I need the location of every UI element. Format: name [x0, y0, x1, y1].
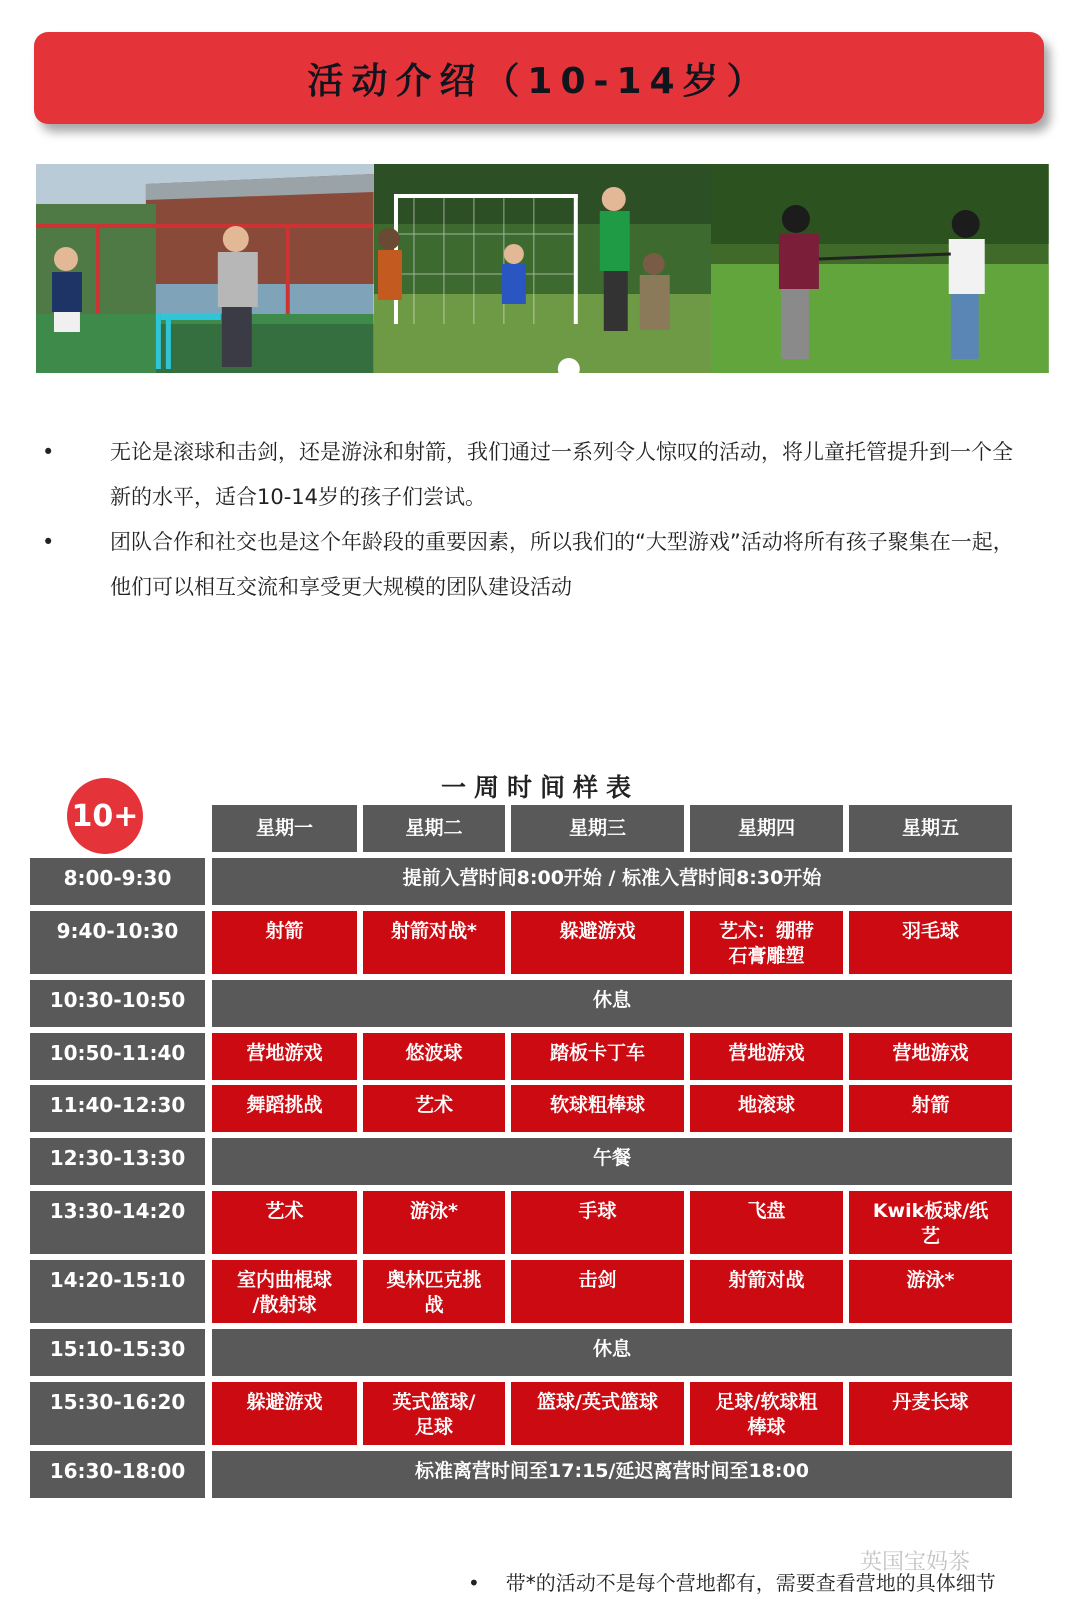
- activity-cell: 射箭对战*: [363, 911, 505, 974]
- page-title: 活动介绍（10-14岁）: [307, 60, 771, 102]
- span-cell: 标准离营时间至17:15/延迟离营时间至18:00: [212, 1451, 1012, 1498]
- span-cell: 休息: [212, 1329, 1012, 1376]
- activity-cell: 篮球/英式篮球: [511, 1382, 684, 1445]
- activity-cell: 艺术: [363, 1085, 505, 1132]
- span-cell: 休息: [212, 980, 1012, 1027]
- photo-fencing: [711, 164, 1049, 373]
- activity-cell: 羽毛球: [849, 911, 1012, 974]
- intro-bullets: [38, 430, 1028, 610]
- bullet-dot: •: [42, 530, 55, 554]
- activity-cell: 地滚球: [690, 1085, 843, 1132]
- photo-cricket: [36, 164, 374, 373]
- watermark: 英国宝妈茶: [860, 1550, 971, 1575]
- day-header: 星期四: [690, 805, 843, 852]
- span-cell: 提前入营时间8:00开始 / 标准入营时间8:30开始: [212, 858, 1012, 905]
- activity-cell: 游泳*: [849, 1260, 1012, 1323]
- activity-cell: 手球: [511, 1191, 684, 1254]
- footnote-dot: •: [468, 1571, 480, 1595]
- day-header: 星期二: [363, 805, 505, 852]
- bullet-item: [38, 520, 1028, 610]
- activity-cell: 射箭对战: [690, 1260, 843, 1323]
- activity-cell: 击剑: [511, 1260, 684, 1323]
- time-slot: 9:40-10:30: [30, 911, 205, 974]
- span-cell: 午餐: [212, 1138, 1012, 1185]
- time-slot: 15:10-15:30: [30, 1329, 205, 1376]
- time-slot: 11:40-12:30: [30, 1085, 205, 1132]
- activity-cell: 营地游戏: [849, 1033, 1012, 1080]
- day-header: 星期一: [212, 805, 357, 852]
- day-header: 星期五: [849, 805, 1012, 852]
- activity-cell: 悠波球: [363, 1033, 505, 1080]
- title-banner: [34, 32, 1044, 124]
- age-badge: 10+: [67, 778, 143, 854]
- bullet-item: [38, 430, 1028, 520]
- activity-cell: 飞盘: [690, 1191, 843, 1254]
- activity-cell: 奥林匹克挑 战: [363, 1260, 505, 1323]
- schedule-title: 一周时间样表: [440, 773, 639, 802]
- activity-cell: 舞蹈挑战: [212, 1085, 357, 1132]
- activity-cell: 射箭: [212, 911, 357, 974]
- activity-cell: 营地游戏: [690, 1033, 843, 1080]
- activity-cell: 营地游戏: [212, 1033, 357, 1080]
- time-slot: 12:30-13:30: [30, 1138, 205, 1185]
- day-header: 星期三: [511, 805, 684, 852]
- activity-cell: 游泳*: [363, 1191, 505, 1254]
- activity-cell: 射箭: [849, 1085, 1012, 1132]
- activity-cell: 躲避游戏: [511, 911, 684, 974]
- time-slot: 13:30-14:20: [30, 1191, 205, 1254]
- activity-cell: 躲避游戏: [212, 1382, 357, 1445]
- activity-cell: 丹麦长球: [849, 1382, 1012, 1445]
- activity-cell: 踏板卡丁车: [511, 1033, 684, 1080]
- footnote-text: 带*的活动不是每个营地都有，需要查看营地的具体细节: [505, 1571, 996, 1595]
- time-slot: 16:30-18:00: [30, 1451, 205, 1498]
- activity-cell: 足球/软球粗 棒球: [690, 1382, 843, 1445]
- activity-cell: 室内曲棍球 /散射球: [212, 1260, 357, 1323]
- time-slot: 14:20-15:10: [30, 1260, 205, 1323]
- activity-cell: 艺术: [212, 1191, 357, 1254]
- photo-strip: [36, 164, 1049, 373]
- time-slot: 15:30-16:20: [30, 1382, 205, 1445]
- photo-football: [374, 164, 712, 373]
- bullet-text: 无论是滚球和击剑，还是游泳和射箭，我们通过一系列令人惊叹的活动，将儿童托管提升到一个全新的水平，适合10-14岁的孩子们尝试。: [110, 440, 1013, 509]
- bullet-dot: •: [42, 440, 55, 464]
- activity-cell: Kwik板球/纸 艺: [849, 1191, 1012, 1254]
- time-slot: 10:30-10:50: [30, 980, 205, 1027]
- bullet-text: 团队合作和社交也是这个年龄段的重要因素，所以我们的“大型游戏”活动将所有孩子聚集在一起，他们可以相互交流和享受更大规模的团队建设活动: [110, 530, 1014, 599]
- time-slot: 10:50-11:40: [30, 1033, 205, 1080]
- activity-cell: 软球粗棒球: [511, 1085, 684, 1132]
- activity-cell: 英式篮球/ 足球: [363, 1382, 505, 1445]
- activity-cell: 艺术：绷带 石膏雕塑: [690, 911, 843, 974]
- time-slot: 8:00-9:30: [30, 858, 205, 905]
